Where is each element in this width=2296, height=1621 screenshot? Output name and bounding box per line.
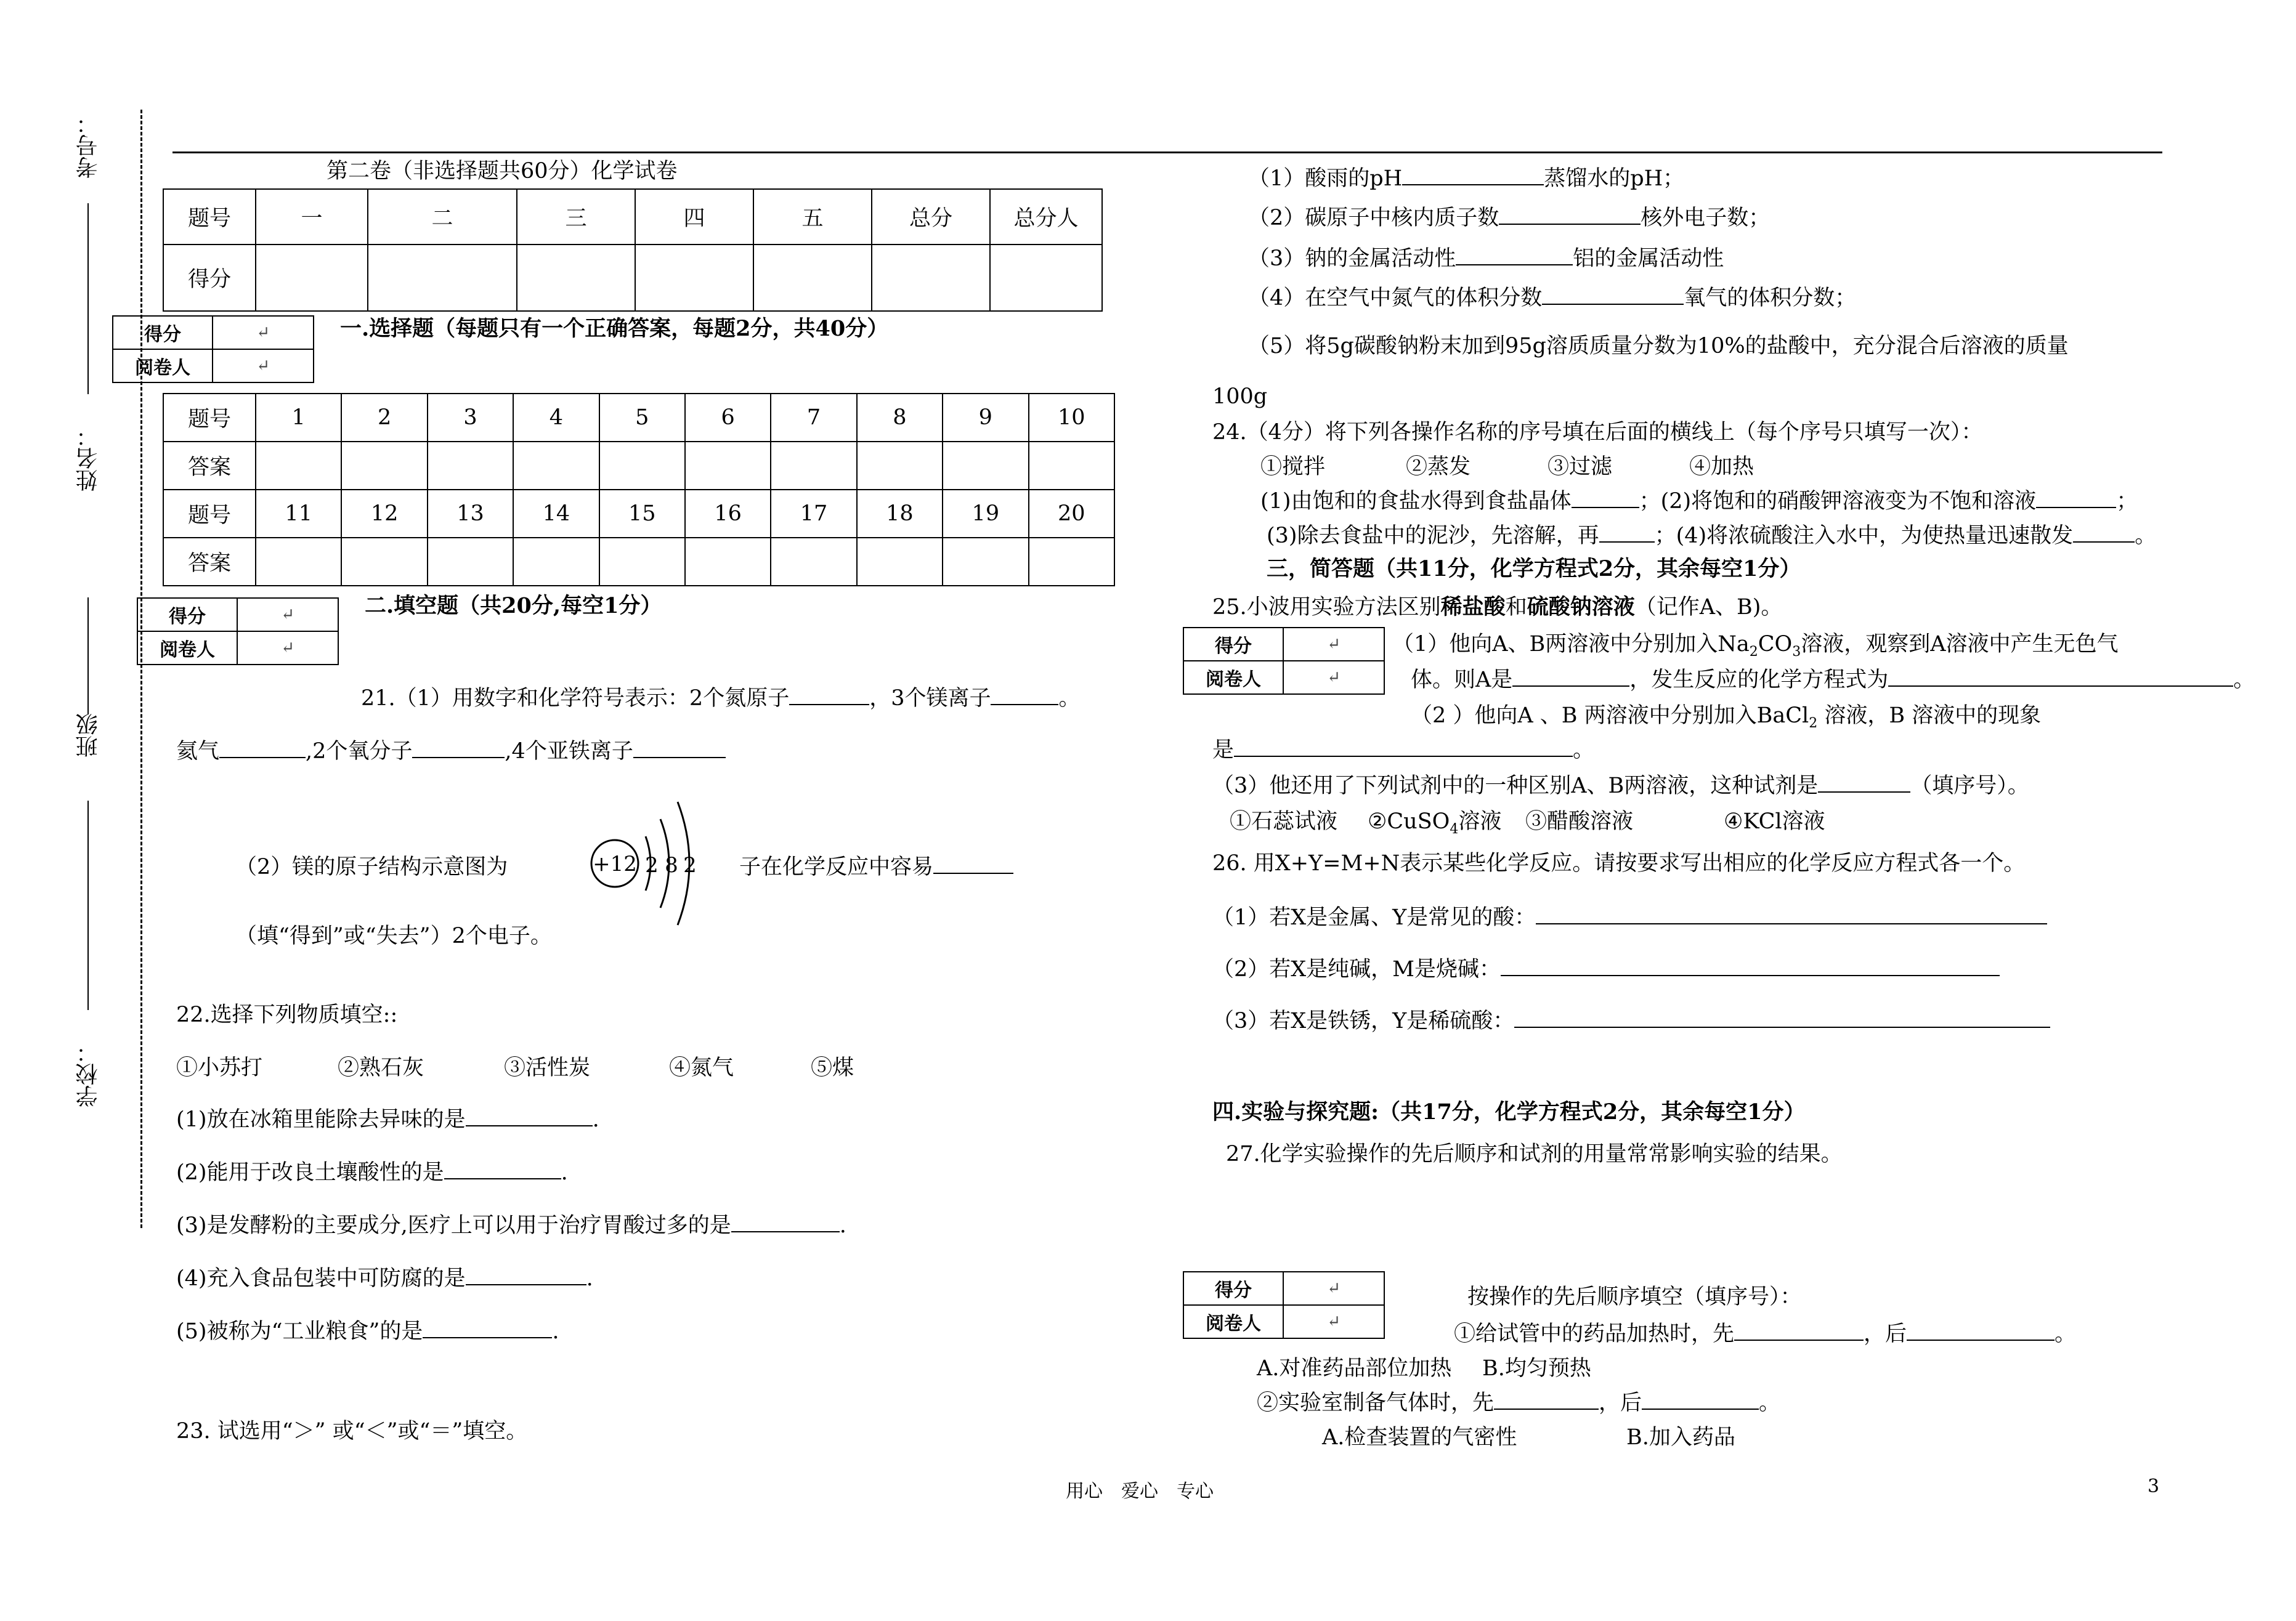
paper-title: 第二卷（非选择题共60分）化学试卷 <box>327 159 678 184</box>
binding-label-name: 姓名： <box>76 425 101 491</box>
question-number: 19 <box>943 490 1028 538</box>
q24-text: (3)除去食盐中的泥沙，先溶解，再 <box>1267 523 1599 548</box>
q25-option: ①石蕊试液 <box>1230 809 1338 834</box>
q24-text: (1)由饱和的食盐水得到食盐晶体 <box>1260 489 1572 514</box>
score-table-header: 总分人 <box>990 189 1102 245</box>
q27-1-option: A.对准药品部位加热 <box>1257 1356 1452 1381</box>
q25-text: CO <box>1758 632 1793 657</box>
q22-option: ⑤煤 <box>811 1056 854 1080</box>
q23-title: 23. 试选用“＞” 或“＜”或“＝”填空。 <box>176 1419 528 1444</box>
q22-item <box>176 1159 568 1186</box>
answer-cell[interactable] <box>256 538 341 586</box>
q23-item <box>1248 245 1724 272</box>
answer-blank[interactable] <box>1234 737 1573 757</box>
q25-text: 和 <box>1505 595 1527 620</box>
score-cell[interactable] <box>753 245 872 311</box>
binding-label-class: 班级 <box>76 713 101 758</box>
answer-cell[interactable] <box>1029 538 1114 586</box>
answer-cell[interactable] <box>1029 442 1114 490</box>
return-mark[interactable]: ↵ <box>1283 1272 1384 1305</box>
q23-item-text: 蒸馏水的pH； <box>1544 166 1685 191</box>
q25-option-text: ②CuSO <box>1368 809 1450 834</box>
period: . <box>552 1319 559 1344</box>
question-number: 13 <box>428 490 513 538</box>
section1-title: 一.选择题（每题只有一个正确答案，每题2分，共40分） <box>340 316 889 341</box>
q26-item-text: （1）若X是金属、Y是常见的酸： <box>1212 905 1536 930</box>
q26-item <box>1212 1008 2050 1035</box>
period: . <box>586 1266 593 1291</box>
answer-cell[interactable] <box>771 442 856 490</box>
answer-cell[interactable] <box>599 538 685 586</box>
q25-option: ③醋酸溶液 <box>1525 809 1634 834</box>
q25-text: 。 <box>1573 738 1595 762</box>
nucleus-charge: +12 <box>593 852 637 876</box>
q25-text: 溶液，B 溶液中的现象 <box>1817 703 2042 728</box>
answer-blank[interactable] <box>1642 1390 1759 1410</box>
answer-cell[interactable] <box>341 538 427 586</box>
answer-cell[interactable] <box>341 442 427 490</box>
section2-title: 二.填空题（共20分,每空1分） <box>365 593 662 618</box>
binding-blank-name <box>87 597 89 714</box>
question-number: 3 <box>428 394 513 442</box>
answer-blank[interactable] <box>1494 1390 1599 1410</box>
q25-text: （3）他还用了下列试剂中的一种区别A、B两溶液，这种试剂是 <box>1212 774 1819 798</box>
q21-text: ,4个亚铁离子 <box>505 739 633 764</box>
question-number: 7 <box>771 394 856 442</box>
q25-title <box>1212 594 1782 621</box>
q22-option: ②熟石灰 <box>338 1056 424 1080</box>
q21-line1 <box>361 685 1081 712</box>
score-label: 得分 <box>1183 628 1283 661</box>
score-box <box>1183 1271 1385 1339</box>
q22-item-text: (5)被称为“工业粮食”的是 <box>176 1319 423 1344</box>
question-number: 4 <box>513 394 599 442</box>
q22-item-text: (4)充入食品包装中可防腐的是 <box>176 1266 466 1291</box>
score-box <box>137 597 339 665</box>
answer-blank[interactable] <box>2073 523 2135 543</box>
score-table-header: 题号 <box>163 189 256 245</box>
answer-cell[interactable] <box>857 538 943 586</box>
answer-blank[interactable] <box>1456 246 1573 265</box>
q24-text: 。 <box>2135 523 2157 548</box>
score-label: 得分 <box>113 316 213 349</box>
subscript: 3 <box>1792 644 1801 660</box>
return-mark[interactable]: ↵ <box>237 598 338 631</box>
q23-item-text: 核外电子数； <box>1641 206 1771 230</box>
return-mark[interactable]: ↵ <box>1283 661 1384 694</box>
answer-blank[interactable] <box>933 854 1013 874</box>
q25-3-line <box>1212 772 2029 799</box>
q22-option: ③活性炭 <box>504 1056 591 1080</box>
answer-cell[interactable] <box>685 442 771 490</box>
period: . <box>592 1107 599 1132</box>
answer-blank[interactable] <box>423 1319 552 1338</box>
answer-table-row-label: 答案 <box>163 538 256 586</box>
q27-text: 。 <box>2055 1322 2077 1346</box>
q23-5-text: （5）将5g碳酸钠粉末加到95g溶质质量分数为10%的盐酸中，充分混合后溶液的质量 <box>1248 334 2069 358</box>
q25-option-text: 溶液 <box>1458 809 1502 834</box>
question-number: 15 <box>599 490 685 538</box>
question-number: 9 <box>943 394 1028 442</box>
q25-option: ④KCl溶液 <box>1724 809 1825 834</box>
subscript: 2 <box>1809 716 1818 731</box>
question-number: 11 <box>256 490 341 538</box>
q27-text: ②实验室制备气体时，先 <box>1257 1391 1495 1415</box>
q21-2-text: （2）镁的原子结构示意图为 <box>235 855 508 879</box>
question-number: 17 <box>771 490 856 538</box>
shell-electrons: 2 <box>683 853 697 878</box>
q25-text: （2 ）他向A 、B 两溶液中分别加入BaCl <box>1411 703 1809 728</box>
binding-label-school: 学校： <box>76 1041 101 1107</box>
q24-option: ④加热 <box>1689 455 1754 479</box>
q24-line1 <box>1260 488 2138 515</box>
q25-text: 溶液，观察到A溶液中产生无色气 <box>1801 632 2119 657</box>
score-table-header: 四 <box>635 189 753 245</box>
q22-item <box>176 1212 846 1239</box>
period: . <box>561 1160 568 1185</box>
q26-item-text: （2）若X是纯碱，M是烧碱： <box>1212 957 1501 982</box>
q25-2-line1 <box>1411 702 2041 737</box>
score-cell[interactable] <box>635 245 753 311</box>
period: . <box>839 1213 846 1238</box>
question-number: 20 <box>1029 490 1114 538</box>
answer-cell[interactable] <box>943 538 1028 586</box>
answer-blank[interactable] <box>1599 523 1655 543</box>
shell-electrons: 2 <box>645 853 659 878</box>
answer-blank[interactable] <box>1501 956 2000 976</box>
q24-title: 24.（4分）将下列各操作名称的序号填在后面的横线上（每个序号只填写一次）： <box>1212 420 1983 445</box>
score-table <box>163 188 1103 312</box>
q27-2-line <box>1257 1389 1780 1417</box>
score-cell[interactable] <box>990 245 1102 311</box>
score-box <box>112 315 314 383</box>
q27-text: ①给试管中的药品加热时，先 <box>1454 1322 1735 1346</box>
score-table-header: 二 <box>368 189 517 245</box>
return-mark[interactable]: ↵ <box>213 316 314 349</box>
score-table-header: 三 <box>517 189 635 245</box>
answer-blank[interactable] <box>991 685 1058 705</box>
answer-cell[interactable] <box>685 538 771 586</box>
q22-item-text: (2)能用于改良土壤酸性的是 <box>176 1160 444 1185</box>
answer-blank[interactable] <box>444 1160 561 1179</box>
binding-blank-exam-no <box>87 203 89 394</box>
score-box <box>1183 627 1385 695</box>
q22-option: ④氮气 <box>669 1056 734 1080</box>
answer-blank[interactable] <box>1542 285 1684 305</box>
answer-blank[interactable] <box>731 1213 840 1232</box>
shell-electrons: 8 <box>665 853 678 878</box>
answer-cell[interactable] <box>256 442 341 490</box>
question-number: 14 <box>513 490 599 538</box>
answer-blank[interactable] <box>1907 1321 2055 1341</box>
q23-item-text: （4）在空气中氮气的体积分数 <box>1248 286 1543 310</box>
answer-blank[interactable] <box>219 738 306 758</box>
q22-item-text: (1)放在冰箱里能除去异味的是 <box>176 1107 466 1132</box>
q23-item-text: 氧气的体积分数； <box>1684 286 1857 310</box>
q21-line2 <box>176 738 726 765</box>
q23-item <box>1248 204 1770 232</box>
answer-blank[interactable] <box>1402 166 1544 185</box>
q25-1-line1 <box>1392 631 2119 666</box>
answer-cell[interactable] <box>599 442 685 490</box>
q22-item <box>176 1106 599 1133</box>
q23-item <box>1248 165 1684 192</box>
q24-option: ①搅拌 <box>1260 455 1326 479</box>
score-label: 得分 <box>137 598 237 631</box>
answer-cell[interactable] <box>771 538 856 586</box>
q27-text: ，后 <box>1864 1322 1907 1346</box>
q26-title: 26. 用X+Y=M+N表示某些化学反应。请按要求写出相应的化学反应方程式各一个。 <box>1212 851 2026 876</box>
question-number: 12 <box>341 490 427 538</box>
score-label: 得分 <box>1183 1272 1283 1305</box>
q25-text: （记作A、B)。 <box>1634 595 1783 620</box>
q22-title: 22.选择下列物质填空:: <box>176 1003 398 1027</box>
answer-table-row-label: 答案 <box>163 442 256 490</box>
question-number: 16 <box>685 490 771 538</box>
answer-blank[interactable] <box>1499 205 1641 225</box>
q25-2-line2 <box>1212 737 1594 764</box>
question-number: 10 <box>1029 394 1114 442</box>
grader-label: 阅卷人 <box>1183 1305 1283 1338</box>
return-mark[interactable]: ↵ <box>213 349 314 382</box>
q27-text: 。 <box>1759 1391 1781 1415</box>
grader-label: 阅卷人 <box>1183 661 1283 694</box>
q24-line2 <box>1267 522 2156 549</box>
q25-text: 是 <box>1212 738 1235 762</box>
question-number: 6 <box>685 394 771 442</box>
q26-item <box>1212 904 2047 931</box>
section4-title: 四.实验与探究题:（共17分，化学方程式2分，其余每空1分） <box>1212 1099 1806 1125</box>
subscript: 4 <box>1450 822 1459 837</box>
q27-2-option: A.检查装置的气密性 <box>1322 1425 1517 1450</box>
binding-blank-class <box>87 801 89 1010</box>
q21-text: 子在化学反应中容易 <box>739 855 934 879</box>
q24-text: ；(4)将浓硫酸注入水中，为使热量迅速散发 <box>1654 523 2074 548</box>
question-number: 5 <box>599 394 685 442</box>
q22-item <box>176 1318 559 1345</box>
q23-5-text: 100g <box>1212 384 1268 409</box>
q25-bold: 稀盐酸 <box>1440 594 1506 620</box>
return-mark[interactable]: ↵ <box>1283 1305 1384 1338</box>
question-number: 8 <box>857 394 943 442</box>
answer-blank[interactable] <box>466 1266 586 1285</box>
score-cell[interactable] <box>517 245 635 311</box>
answer-blank[interactable] <box>2036 488 2116 508</box>
q22-item <box>176 1265 593 1292</box>
section3-title: 三，简答题（共11分，化学方程式2分，其余每空1分） <box>1267 556 1801 581</box>
answer-cell[interactable] <box>513 442 599 490</box>
q25-1-line2 <box>1411 666 2255 693</box>
binding-label-exam-no: 考号： <box>76 112 101 179</box>
q21-3-text: （填“得到”或“失去”）2个电子。 <box>235 924 552 948</box>
q25-text: （1）他向A、B两溶液中分别加入Na <box>1392 632 1750 657</box>
q27-1-option: B.均匀预热 <box>1482 1356 1591 1381</box>
question-number: 2 <box>341 394 427 442</box>
q25-text: ，发生反应的化学方程式为 <box>1629 668 1889 692</box>
answer-table-row-label: 题号 <box>163 394 256 442</box>
q24-text: ；(2)将饱和的硝酸钾溶液变为不饱和溶液 <box>1639 489 2037 514</box>
answer-cell[interactable] <box>943 442 1028 490</box>
return-mark[interactable]: ↵ <box>1283 628 1384 661</box>
answer-blank[interactable] <box>1888 667 2233 687</box>
answer-blank[interactable] <box>1734 1321 1864 1341</box>
grader-label: 阅卷人 <box>137 631 237 665</box>
grader-label: 阅卷人 <box>113 349 213 382</box>
q23-item-text: （1）酸雨的pH <box>1248 166 1403 191</box>
score-cell[interactable] <box>872 245 990 311</box>
q25-text: （填序号）。 <box>1910 774 2029 798</box>
q27-text: ，后 <box>1599 1391 1642 1415</box>
answer-blank[interactable] <box>412 738 505 758</box>
q22-item-text: (3)是发酵粉的主要成分,医疗上可以用于治疗胃酸过多的是 <box>176 1213 731 1238</box>
q22-option: ①小苏打 <box>176 1056 263 1080</box>
score-table-row-label: 得分 <box>163 245 256 311</box>
top-rule <box>172 152 2162 153</box>
q27-title: 27.化学实验操作的先后顺序和试剂的用量常常影响实验的结果。 <box>1226 1142 1843 1166</box>
q23-item-text: 铝的金属活动性 <box>1573 246 1724 271</box>
q23-item <box>1248 285 1856 312</box>
q23-item-text: （2）碳原子中核内质子数 <box>1248 206 1499 230</box>
question-number: 1 <box>256 394 341 442</box>
answer-blank[interactable] <box>1536 905 2047 924</box>
q27-1-line <box>1454 1320 2076 1348</box>
subscript: 2 <box>1749 644 1758 660</box>
score-table-header: 一 <box>256 189 368 245</box>
answer-blank[interactable] <box>1572 488 1639 508</box>
score-table-header: 总分 <box>872 189 990 245</box>
answer-blank[interactable] <box>1512 667 1629 687</box>
q21-text: ，3个镁离子 <box>869 686 991 711</box>
q23-item-text: （3）钠的金属活动性 <box>1248 246 1456 271</box>
q26-item-text: （3）若X是铁锈，Y是稀硫酸： <box>1212 1009 1515 1033</box>
answer-blank[interactable] <box>1514 1008 2050 1028</box>
score-cell[interactable] <box>256 245 368 311</box>
answer-cell[interactable] <box>428 538 513 586</box>
magnesium-atom-diagram <box>579 794 739 936</box>
q25-text: 25.小波用实验方法区别 <box>1212 595 1441 620</box>
q24-option: ②蒸发 <box>1406 455 1471 479</box>
q25-text: 。 <box>2233 668 2255 692</box>
q25-option <box>1368 808 1501 843</box>
answer-cell[interactable] <box>513 538 599 586</box>
q25-bold: 硫酸钠溶液 <box>1527 594 1635 620</box>
q24-option: ③过滤 <box>1548 455 1613 479</box>
q21-2b-line <box>739 854 1013 881</box>
answer-blank[interactable] <box>789 685 869 705</box>
q27-2-option: B.加入药品 <box>1626 1425 1735 1450</box>
score-cell[interactable] <box>368 245 517 311</box>
footer-motto: 用心 爱心 专心 <box>1066 1481 1214 1502</box>
return-mark[interactable]: ↵ <box>237 631 338 665</box>
answer-cell[interactable] <box>857 442 943 490</box>
answer-blank[interactable] <box>1818 773 1910 793</box>
score-table-header: 五 <box>753 189 872 245</box>
answer-table-row-label: 题号 <box>163 490 256 538</box>
q24-text: ； <box>2116 489 2138 514</box>
q21-text: 氦气 <box>176 739 220 764</box>
question-number: 18 <box>857 490 943 538</box>
binding-line <box>140 110 142 1228</box>
q26-item <box>1212 956 2000 983</box>
answer-blank[interactable] <box>466 1107 593 1126</box>
q25-text: 体。则A是 <box>1411 668 1513 692</box>
page-number: 3 <box>2148 1476 2160 1497</box>
q27-instruction: 按操作的先后顺序填空（填序号）： <box>1467 1285 1802 1309</box>
answer-cell[interactable] <box>428 442 513 490</box>
answer-blank[interactable] <box>633 738 726 758</box>
q21-text: ,2个氧分子 <box>306 739 413 764</box>
q21-text: 。 <box>1058 686 1081 711</box>
q21-text: 21.（1）用数字和化学符号表示：2个氮原子 <box>361 686 790 711</box>
answer-table <box>163 393 1115 586</box>
